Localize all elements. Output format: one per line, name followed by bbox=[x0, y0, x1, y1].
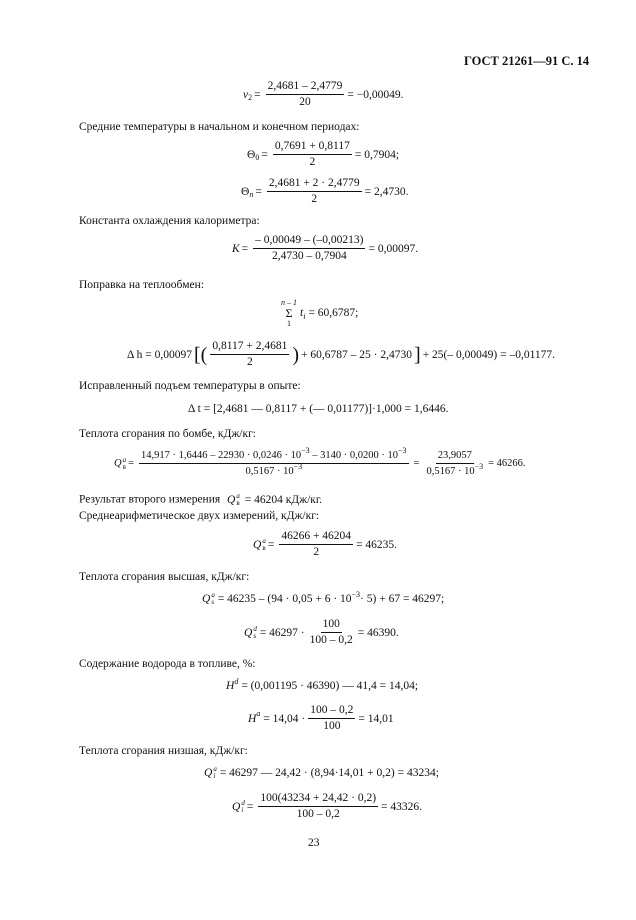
text-higher-heat: Теплота сгорания высшая, кДж/кг: bbox=[79, 571, 250, 583]
symbol-q: Q bbox=[253, 538, 262, 551]
expression-tail: · 5) + 67 = 46297; bbox=[360, 593, 445, 605]
equation-q-s-a bbox=[202, 589, 445, 606]
subscript: 0 bbox=[255, 153, 260, 162]
subscript: в bbox=[262, 543, 266, 552]
page-header: ГОСТ 21261—91 С. 14 bbox=[464, 54, 590, 68]
label: Результат второго измерения bbox=[79, 493, 221, 506]
numerator: 0,8117 + 2,4681 bbox=[210, 340, 289, 355]
result: = 14,01 bbox=[358, 712, 394, 725]
equation-k bbox=[232, 234, 418, 263]
fraction bbox=[253, 234, 365, 263]
sup-sub-stack bbox=[211, 592, 215, 606]
denominator bbox=[424, 464, 485, 478]
subscript: s bbox=[211, 598, 215, 606]
fraction bbox=[266, 80, 345, 109]
open-brackets: [( bbox=[194, 343, 208, 366]
denominator: 2 bbox=[313, 546, 320, 558]
exponent: −3 bbox=[351, 589, 361, 599]
fraction bbox=[273, 140, 352, 169]
page-number: 23 bbox=[308, 837, 320, 849]
subscript: в bbox=[122, 462, 126, 471]
symbol-h: H bbox=[248, 712, 257, 725]
fraction bbox=[308, 704, 355, 733]
exponent: −3 bbox=[301, 446, 310, 455]
superscript: d bbox=[234, 676, 239, 686]
equation-q-s-d bbox=[244, 618, 399, 647]
fraction bbox=[267, 177, 362, 206]
numerator: 2,4681 – 2,4779 bbox=[266, 80, 345, 95]
sup-sub-stack bbox=[123, 457, 127, 471]
symbol-v: v bbox=[243, 88, 249, 101]
symbol-q: Q bbox=[202, 593, 211, 605]
expression: = (0,001195 · 46390) — 41,4 = 14,04; bbox=[241, 680, 419, 692]
subscript: i bbox=[303, 311, 306, 321]
result: = 46266. bbox=[488, 458, 526, 469]
symbol-theta: Θ bbox=[247, 148, 256, 161]
symbol-h: H bbox=[226, 680, 235, 692]
denominator bbox=[243, 464, 304, 478]
text-corrected-rise: Исправленный подъем температуры в опыте: bbox=[79, 380, 301, 392]
sup-sub-stack bbox=[253, 626, 257, 640]
text-bomb-heat: Теплота сгорания по бомбе, кДж/кг: bbox=[79, 428, 257, 440]
sum-upper-limit: n – 1 bbox=[281, 298, 297, 307]
superscript: a bbox=[213, 765, 217, 773]
equation-v2 bbox=[243, 80, 403, 109]
superscript: a bbox=[256, 709, 261, 718]
superscript: a bbox=[262, 536, 266, 545]
numerator: 2,4681 + 2 · 2,4779 bbox=[267, 177, 362, 192]
numerator: 100 – 0,2 bbox=[308, 704, 355, 719]
denominator: 100 bbox=[323, 720, 341, 732]
numerator: 46266 + 46204 bbox=[279, 530, 353, 545]
numerator: 100(43234 + 24,42 · 0,2) bbox=[258, 792, 378, 807]
fraction bbox=[308, 618, 355, 647]
text-lower-heat: Теплота сгорания низшая, кДж/кг: bbox=[79, 745, 248, 757]
value: = 46204 кДж/кг. bbox=[244, 493, 323, 506]
result: = 0,00097. bbox=[368, 242, 419, 255]
term: t bbox=[300, 307, 304, 319]
text-mean-two: Среднеарифметическое двух измерений, кДж/кг: bbox=[79, 510, 320, 522]
text-heat-exchange-correction: Поправка на теплообмен: bbox=[79, 279, 205, 291]
sup-sub-stack bbox=[241, 800, 245, 814]
result: = 2,4730. bbox=[364, 185, 409, 198]
denominator-base: 0,5167 · 10 bbox=[426, 466, 475, 477]
symbol-q: Q bbox=[227, 493, 236, 506]
equation-theta0 bbox=[247, 140, 399, 169]
pre: = 14,04 · bbox=[263, 712, 306, 725]
denominator: 2 bbox=[309, 156, 316, 168]
symbol-theta: Θ bbox=[241, 185, 250, 198]
close-bracket: ] bbox=[414, 343, 421, 366]
equation-q-i-d bbox=[232, 792, 422, 821]
exponent: −3 bbox=[474, 462, 484, 471]
equation-q-i-a bbox=[204, 766, 439, 780]
sup-sub-stack bbox=[213, 766, 217, 780]
superscript: a bbox=[236, 492, 240, 500]
equals-sign: = bbox=[267, 538, 275, 551]
equals-sign-2: = bbox=[413, 458, 420, 469]
result: = 60,6787; bbox=[308, 307, 359, 319]
fraction bbox=[258, 792, 378, 821]
equation-delta-t: Δ t = [2,4681 — 0,8117 + (— 0,01177)]·1,000 = 1,6446. bbox=[188, 403, 449, 415]
superscript: a bbox=[122, 455, 127, 464]
subscript: 2 bbox=[248, 93, 253, 102]
denominator: 20 bbox=[299, 96, 311, 108]
fraction-simplified bbox=[424, 449, 485, 478]
equation-sum bbox=[281, 298, 358, 328]
denominator: 100 – 0,2 bbox=[309, 634, 353, 646]
exponent: −3 bbox=[398, 446, 407, 455]
fraction-main bbox=[139, 446, 409, 478]
denominator: 2 bbox=[311, 193, 318, 205]
subscript: в bbox=[236, 499, 240, 507]
result: = 46390. bbox=[357, 626, 399, 639]
numerator: 100 bbox=[321, 618, 342, 633]
result: = 46235. bbox=[356, 538, 398, 551]
denominator: 2 bbox=[246, 356, 253, 368]
text-second-result bbox=[79, 493, 322, 507]
sum-lower-limit: 1 bbox=[287, 319, 291, 328]
expression: = 46297 — 24,42 · (8,94·14,01 + 0,2) = 43234; bbox=[219, 767, 439, 779]
numerator: 0,7691 + 0,8117 bbox=[273, 140, 352, 155]
sigma-symbol: Σ bbox=[285, 306, 293, 320]
equation-h-a bbox=[248, 704, 394, 733]
sup-sub-stack bbox=[236, 493, 240, 507]
expression: = 46235 – (94 · 0,05 + 6 · 10 bbox=[217, 593, 352, 605]
tail-terms: + 25(– 0,00049) = –0,01177. bbox=[422, 348, 556, 361]
subscript: i bbox=[213, 772, 216, 780]
equation-thetan bbox=[241, 177, 409, 206]
result: = 0,7904; bbox=[354, 148, 400, 161]
subscript: i bbox=[241, 805, 244, 814]
text-hydrogen: Содержание водорода в топливе, %: bbox=[79, 658, 256, 670]
text-mean-temperatures: Средние температуры в начальном и конечном периодах: bbox=[79, 121, 360, 133]
text-cooling-constant: Константа охлаждения калориметра: bbox=[79, 215, 260, 227]
symbol-q: Q bbox=[204, 767, 213, 779]
equals-sign: = bbox=[241, 242, 249, 255]
denominator: 2,4730 – 0,7904 bbox=[271, 250, 347, 262]
equals-sign: = bbox=[255, 185, 262, 198]
pre: = 46297 · bbox=[259, 626, 305, 639]
denominator-base: 0,5167 · 10 bbox=[245, 466, 294, 477]
result: = 43326. bbox=[381, 800, 423, 813]
symbol-q: Q bbox=[232, 800, 241, 813]
equation-h-d bbox=[226, 676, 419, 692]
superscript: d bbox=[241, 798, 245, 807]
subscript: n bbox=[249, 190, 254, 199]
close-paren: ) bbox=[292, 343, 300, 366]
sigma-block bbox=[281, 298, 297, 328]
equals-sign: = bbox=[128, 458, 135, 469]
result: = −0,00049. bbox=[347, 88, 404, 101]
fraction bbox=[279, 530, 353, 559]
exponent: −3 bbox=[293, 462, 303, 471]
equals-sign: = bbox=[246, 800, 254, 813]
superscript: d bbox=[253, 624, 257, 633]
equation-q-bomb bbox=[114, 446, 526, 478]
numerator: – 0,00049 – (–0,00213) bbox=[253, 234, 365, 249]
symbol-q: Q bbox=[244, 626, 253, 639]
fraction bbox=[210, 340, 289, 369]
equation-delta-h bbox=[127, 340, 555, 369]
sup-sub-stack bbox=[262, 538, 266, 552]
equation-q-bomb-mean bbox=[253, 530, 397, 559]
equals-sign: = bbox=[261, 148, 268, 161]
lhs: Δ h = 0,00097 bbox=[127, 348, 192, 361]
numerator-part2: – 3140 · 0,0200 · 10 bbox=[309, 450, 399, 461]
symbol-q: Q bbox=[114, 458, 122, 469]
equals-sign: = bbox=[254, 88, 261, 101]
symbol-k: K bbox=[232, 242, 240, 255]
numerator: 23,9057 bbox=[436, 449, 474, 464]
numerator-part1: 14,917 · 1,6446 – 22930 · 0,0246 · 10 bbox=[141, 450, 302, 461]
denominator: 100 – 0,2 bbox=[296, 808, 340, 820]
subscript: s bbox=[253, 631, 257, 640]
numerator bbox=[139, 446, 409, 464]
middle-terms: + 60,6787 – 25 · 2,4730 bbox=[301, 348, 413, 361]
superscript: a bbox=[211, 591, 215, 599]
